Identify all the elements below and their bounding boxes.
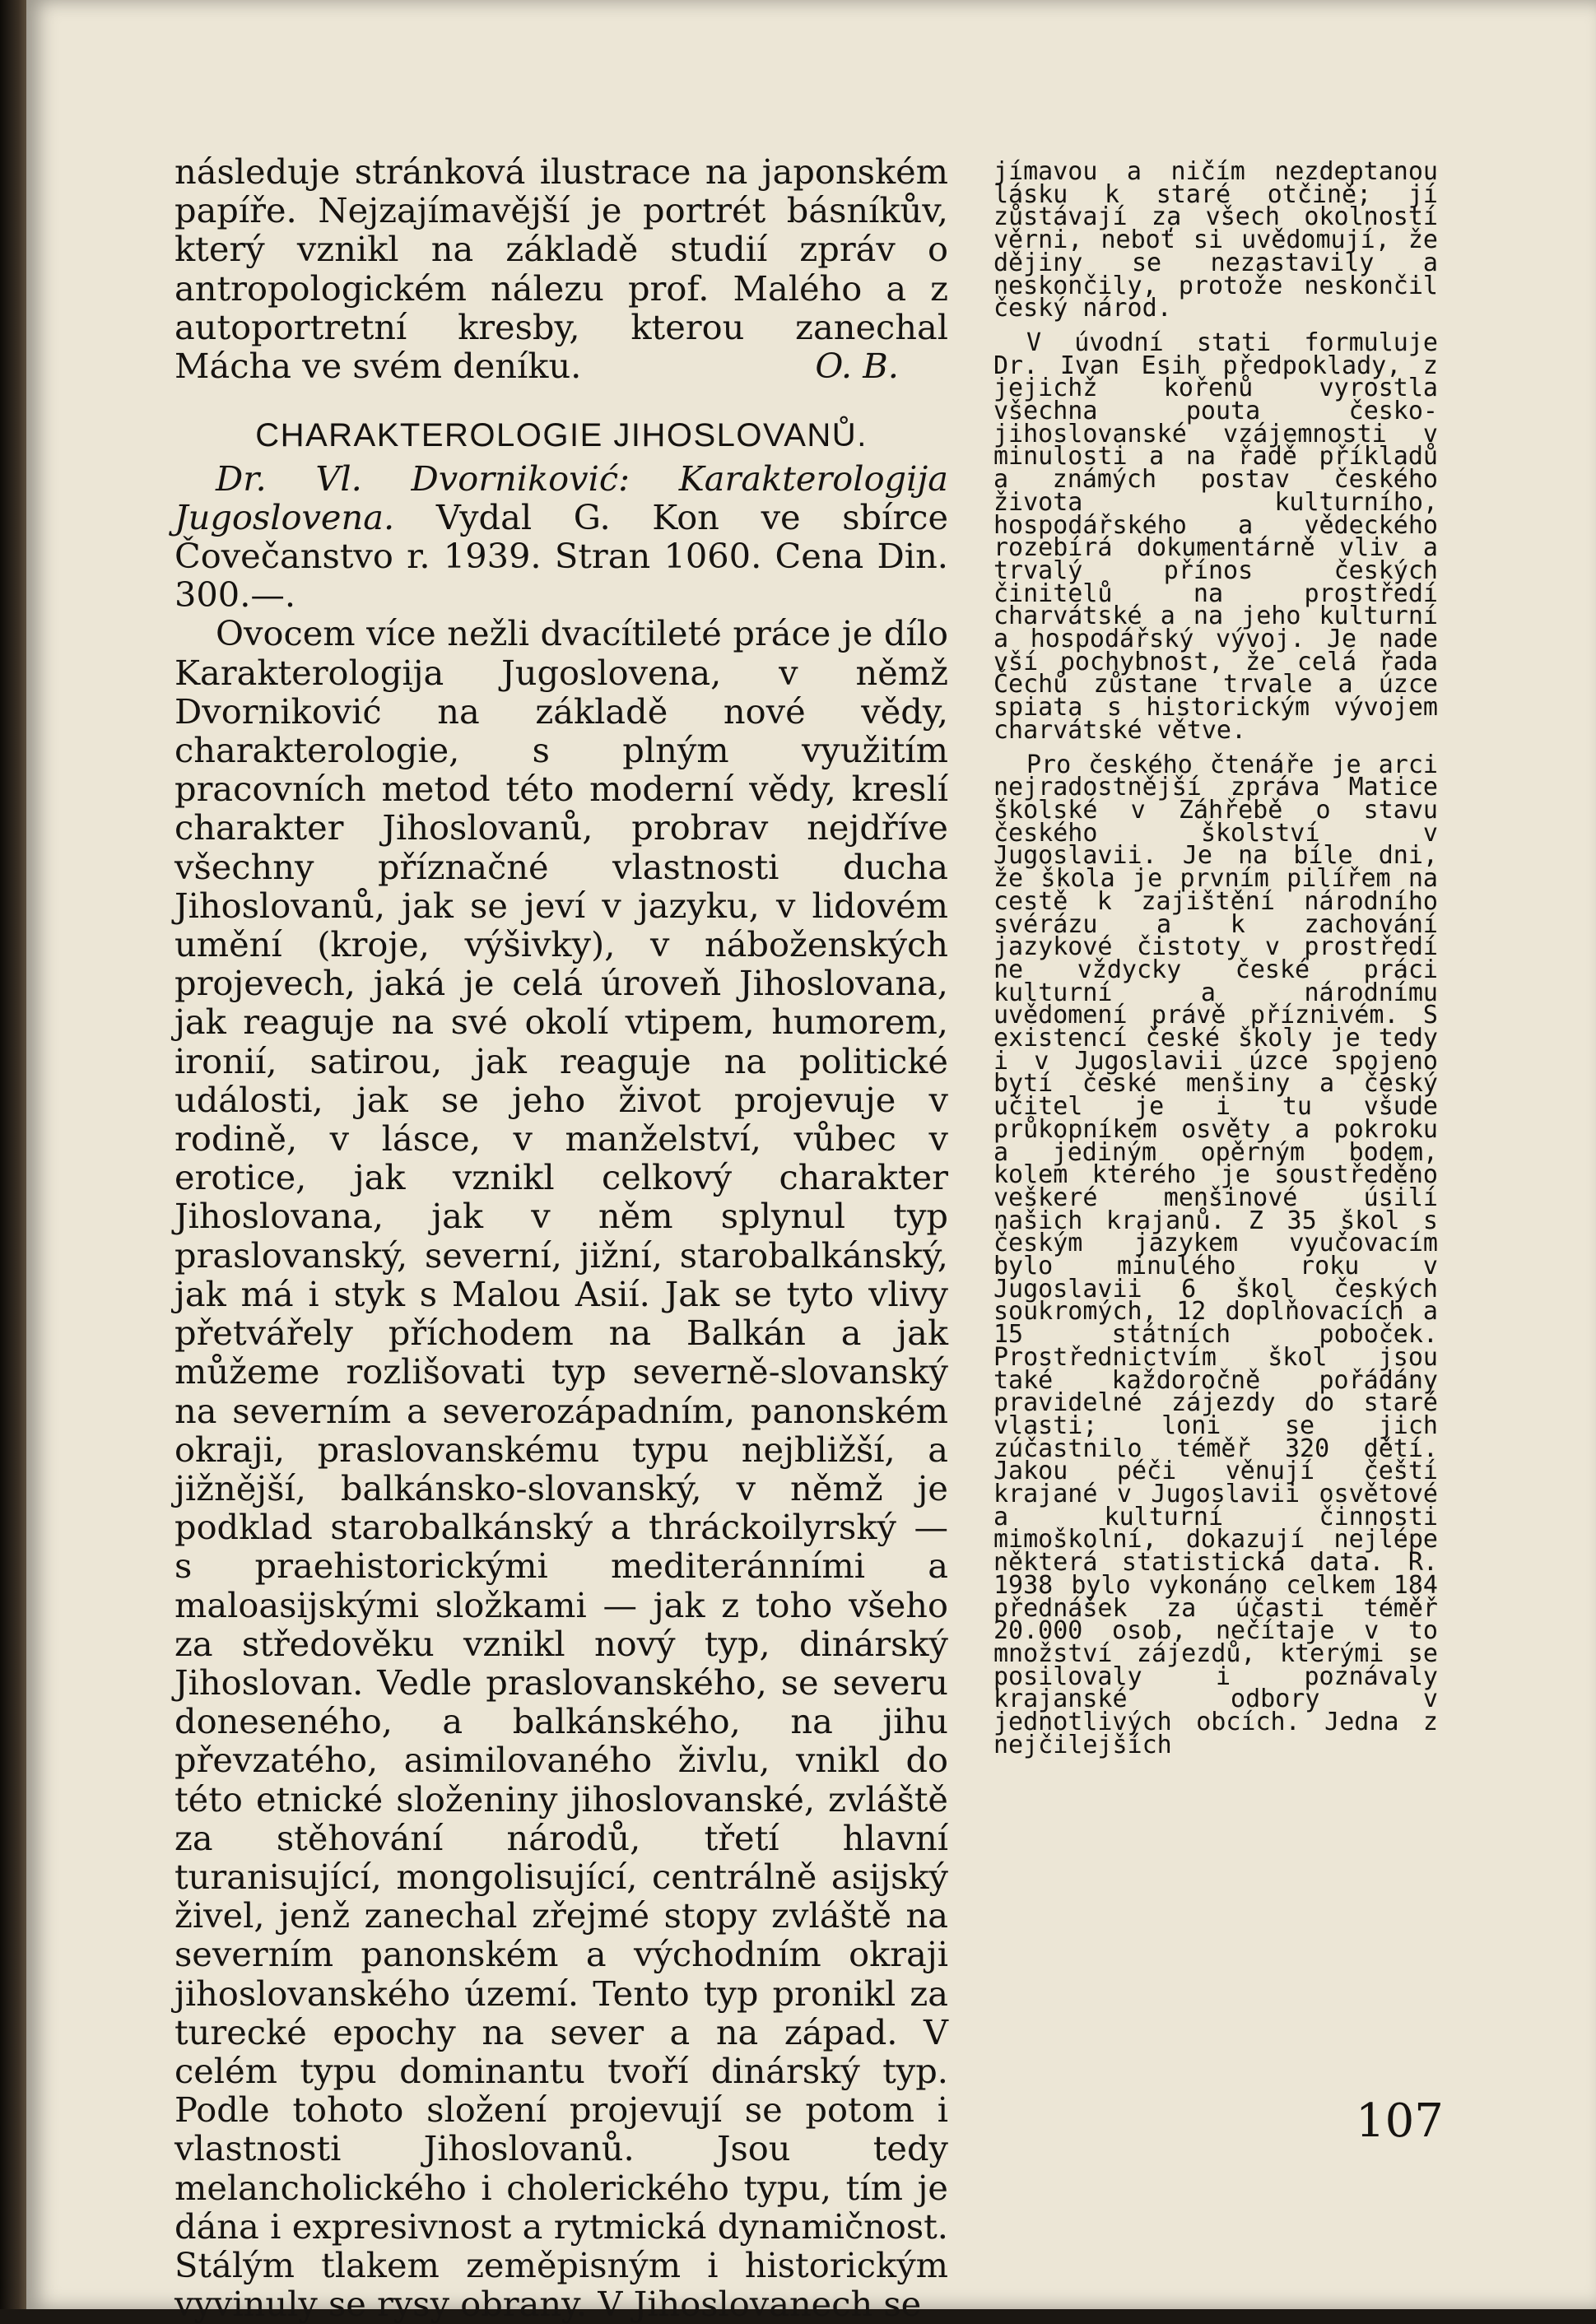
author-signature: O. B.	[815, 346, 899, 387]
book-page	[26, 0, 1596, 2324]
citation-details: Vydal G. Kon ve sbírce Čovečanstvo r. 1939. Stran 1060. Cena Din. 300.—.	[174, 496, 949, 616]
citation-title: Dr. Vl. Dvorniković: Karakterologija Jugoslovena.	[174, 458, 948, 537]
right-paragraph-1: jímavou a ničím nezdeptanou lásku k staré otčině; jí zůstávají za všech okolností věrni, neboť si uvědomují, že dějiny se nezastavily a neskončily, protože neskončil český národ.	[993, 157, 1438, 323]
page-number: 107	[1356, 2094, 1444, 2148]
right-paragraph-3: Pro českého čtenáře je arci nejradostnější zpráva Matice školské v Záhřebě o stavu českého školství v Jugoslavii. Je na bíle dni, že škola je prvním pilířem na cestě k zajištění národního svérázu a k zachování jazykové čistoty v prostředí ne vždycky české práci kulturní a národnímu uvědomení právě příznivém. S existencí české školy je tedy i v Jugoslavii úzce spojeno bytí české menšiny a český učitel je i tu všude průkopníkem osvěty a pokroku a jediným opěrným bodem, kolem kterého je soustředěno veškeré menšinové úsilí našich krajanů. Z 35 škol s českým jazykem vyučovacím bylo minulého roku v Jugoslavii 6 škol českých soukromých, 12 doplňovacích a 15 státních poboček. Prostřednictvím škol jsou také každoročně pořádány pravidelné zájezdy do staré vlasti; loni se jich zúčastnilo téměř 320 dětí. Jakou péči věnují čeští krajané v Jugoslavii osvětové a kulturní činnosti mimoškolní, dokazují nejlépe některá statistická data. R. 1938 bylo vykonáno celkem 184 přednášek za účasti téměř 20.000 osob, nečítaje v to množství zájezdů, kterými se posilovaly i poznávaly krajanské odbory v jednotlivých obcích. Jedna z nejčilejších	[993, 750, 1438, 1759]
book-citation	[174, 459, 948, 615]
review-body-paragraph: Ovocem více nežli dvacítileté práce je dílo Karakterologija Jugoslovena, v němž Dvorniković na základě nové vědy, charakterologie, s plným využitím pracovních metod této moderní vědy, kreslí charakter Jihoslovanů, probrav nejdříve všechny příznačné vlastnosti ducha Jihoslovanů, jak se jeví v jazyku, v lidovém umění (kroje, výšivky), v náboženských projevech, jaká je celá úroveň Jihoslovana, jak reaguje na své okolí vtipem, humorem, ironií, satirou, jak reaguje na politické události, jak se jeho život projevuje v rodině, v lásce, v manželství, vůbec v erotice, jak vznikl celkový charakter Jihoslovana, jak v něm splynul typ praslovanský, severní, jižní, starobalkánský, jak má i styk s Malou Asií. Jak se tyto vlivy přetvářely příchodem na Balkán a jak můžeme rozlišovati typ severně-slovanský na severním a severozápadním, panonském okraji, praslovanskému typu nejbližší, a jižnější, balkánsko-slovanský, v němž je podklad starobalkánský a thráckoilyrský — s praehistorickými mediteránními a maloasijskými složkami — jak z toho všeho za středověku vznikl nový typ, dinárský Jihoslovan. Vedle praslovanského, se severu doneseného, a balkánského, na jihu převzatého, asimilovaného živlu, vnikl do této etnické složeniny jihoslovanské, zvláště za stěhování národů, třetí hlavní turanisující, mongolisující, centrálně asijský živel, jenž zanechal zřejmé stopy zvláště na severním panonském a východním okraji jihoslovanského území. Tento typ pronikl za turecké epochy na sever a na západ. V celém typu dominantu tvoří dinárský typ. Podle tohoto složení projevují se potom i vlastnosti Jihoslovanů. Jsou tedy melancholického i cholerického typu, tím je dána i expresivnost a rytmická dynamičnost. Stálým tlakem zeměpisným i historickým vyvinuly se rysy obrany. V Jihoslovanech se	[174, 613, 948, 2324]
article-heading: CHARAKTEROLOGIE JIHOSLOVANŮ.	[255, 417, 868, 454]
book-binding-edge	[0, 0, 26, 2309]
left-column	[174, 152, 948, 2323]
review-ending-paragraph: následuje stránková ilustrace na japonském papíře. Nejzajímavější je portrét básníkův, který vznikl na základě studií zpráv o antropologickém nálezu prof. Malého a z autoportretní kresby, kterou zanechal Mácha ve svém deníku.	[174, 151, 948, 387]
right-paragraph-2: V úvodní stati formuluje Dr. Ivan Esih předpoklady, z jejichž kořenů vyrostla všechna pouta česko-jihoslovanské vzájemnosti v minulosti a na řadě příkladů a známých postav českého života kulturního, hospodářského a vědeckého rozebírá dokumentárně vliv a trvalý přínos českých činitelů na prostředí charvátské a na jeho kulturní a hospodářský vývoj. Je nade vší pochybnost, že celá řada Čechů zůstane trvale a úzce spiata s historickým vývojem charvátské větve.	[993, 328, 1438, 745]
right-column	[993, 157, 1438, 1759]
